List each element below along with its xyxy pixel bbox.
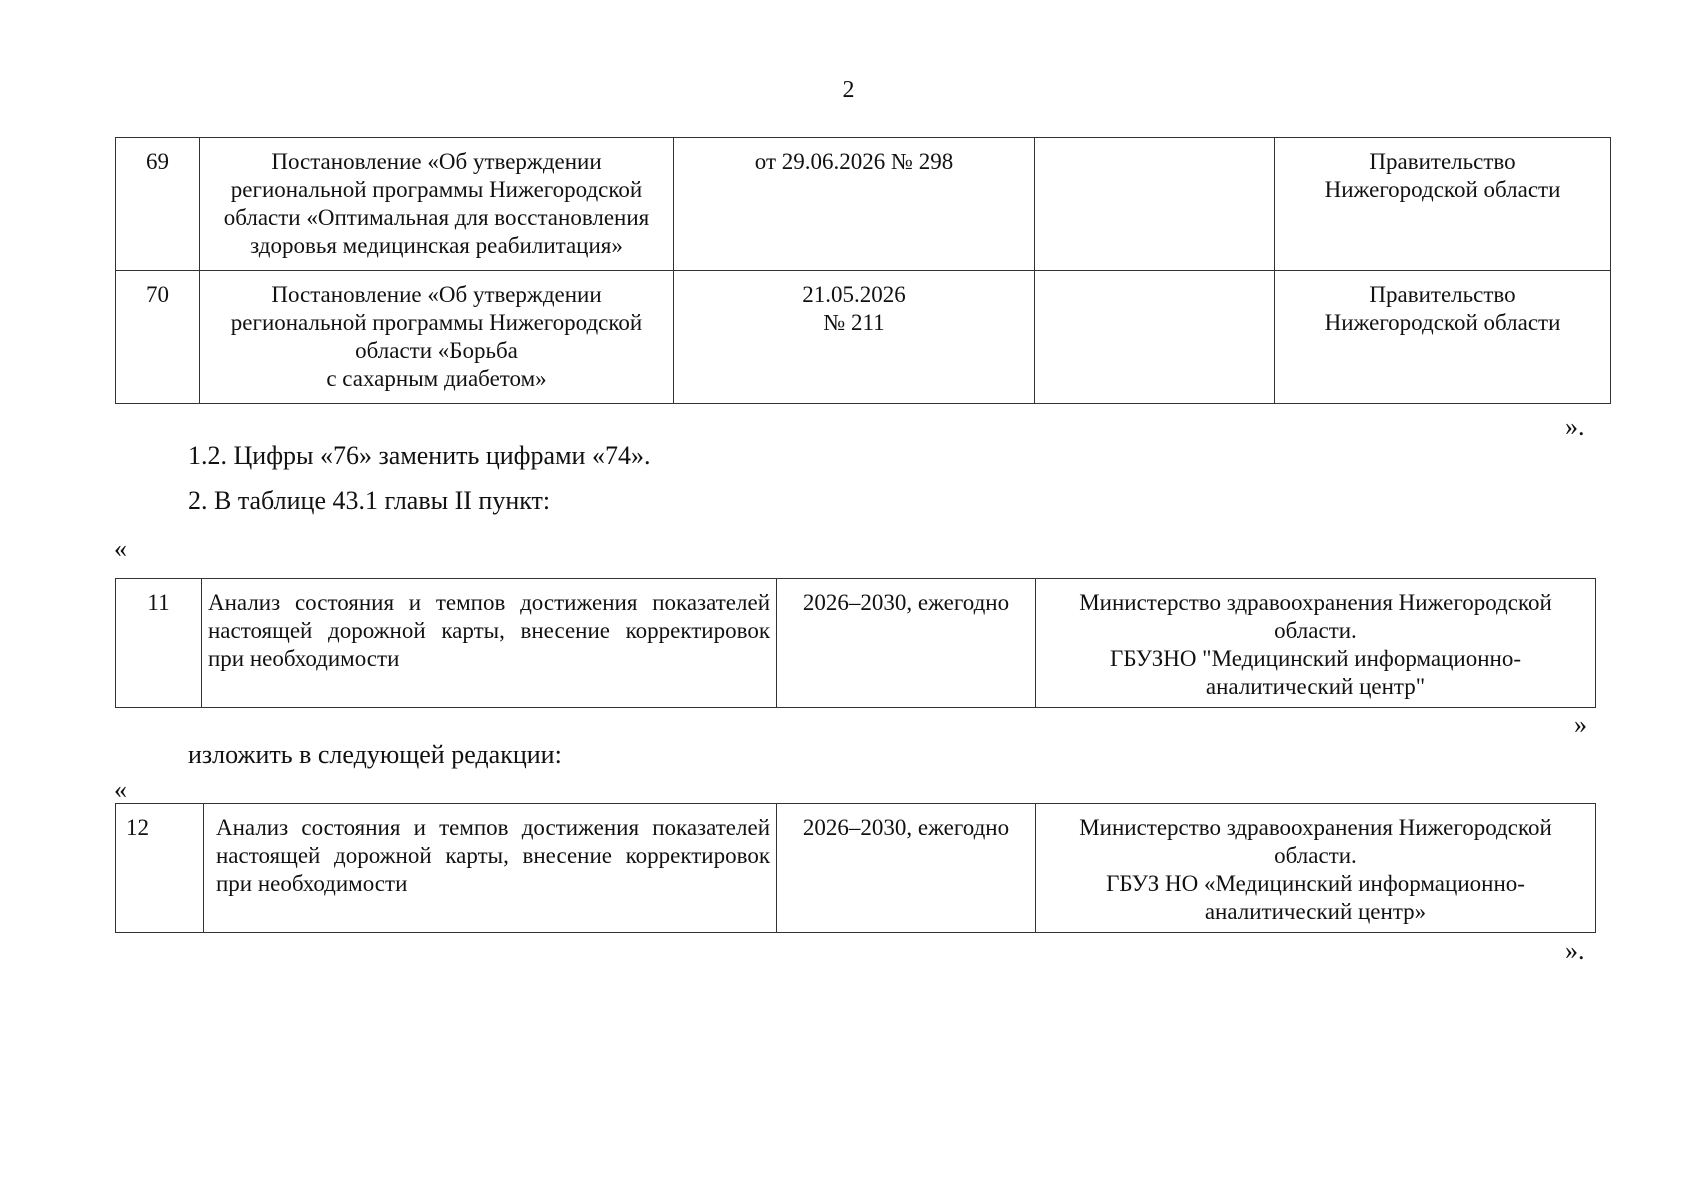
- item-description: Анализ состояния и темпов достижения показателей настоящей дорожной карты, внесение корректировок при необходимости: [204, 804, 777, 933]
- closing-quote: ».: [1565, 936, 1585, 965]
- empty-cell: [1035, 138, 1275, 271]
- item-description: Анализ состояния и темпов достижения показателей настоящей дорожной карты, внесение корректировок при необходимости: [202, 579, 777, 708]
- empty-cell: [1035, 271, 1275, 404]
- table-row: [116, 804, 1596, 933]
- row-number: 70: [116, 271, 200, 404]
- act-title: [200, 271, 674, 404]
- item-responsible: [1036, 579, 1596, 708]
- authority-line: Нижегородской области: [1324, 310, 1561, 335]
- responsible-line: Министерство здравоохранения Нижегородской: [1079, 815, 1552, 840]
- opening-quote: «: [114, 534, 127, 563]
- act-title-line: с сахарным диабетом»: [326, 366, 547, 391]
- act-title-line: Постановление «Об утверждении: [271, 149, 602, 174]
- act-title-line: региональной программы Нижегородской: [230, 310, 643, 335]
- responsible-line: ГБУЗНО "Медицинский информационно-: [1110, 646, 1521, 671]
- item-period: 2026–2030, ежегодно: [777, 579, 1036, 708]
- item-number: 11: [116, 579, 202, 708]
- act-date-line: от 29.06.2026 № 298: [754, 149, 954, 174]
- item-responsible: [1036, 804, 1596, 933]
- act-title-line: региональной программы Нижегородской: [230, 177, 643, 202]
- item-period: 2026–2030, ежегодно: [777, 804, 1036, 933]
- act-date-line: № 211: [823, 310, 885, 335]
- authority-line: Правительство: [1369, 149, 1516, 174]
- act-title-line: области «Оптимальная для восстановления: [223, 205, 650, 230]
- act-title: [200, 138, 674, 271]
- responsible-line: Министерство здравоохранения Нижегородской: [1079, 590, 1552, 615]
- responsible-line: аналитический центр»: [1204, 899, 1427, 924]
- old-item-table: [115, 578, 1596, 708]
- paragraph-2: 2. В таблице 43.1 главы II пункт:: [188, 486, 551, 515]
- row-number: 69: [116, 138, 200, 271]
- authority-line: Нижегородской области: [1324, 177, 1561, 202]
- new-item-table: [115, 803, 1596, 933]
- table-row: [116, 271, 1611, 404]
- act-date: [674, 138, 1035, 271]
- act-date-line: 21.05.2026: [802, 282, 906, 307]
- responsible-line: области.: [1274, 843, 1357, 868]
- table-row: [116, 579, 1596, 708]
- opening-quote: «: [114, 775, 127, 804]
- act-authority: [1275, 138, 1611, 271]
- responsible-line: аналитический центр": [1205, 674, 1426, 699]
- item-number: 12: [116, 804, 204, 933]
- closing-quote: »: [1574, 710, 1587, 739]
- paragraph-new-edition: изложить в следующей редакции:: [188, 740, 562, 769]
- responsible-line: области.: [1274, 618, 1357, 643]
- act-authority: [1275, 271, 1611, 404]
- act-title-line: области «Борьба: [355, 338, 518, 363]
- responsible-line: ГБУЗ НО «Медицинский информационно-: [1106, 871, 1525, 896]
- paragraph-1-2: 1.2. Цифры «76» заменить цифрами «74».: [188, 441, 651, 470]
- closing-quote: ».: [1565, 412, 1585, 441]
- page-number: 2: [842, 77, 855, 103]
- table-row: [116, 138, 1611, 271]
- act-title-line: Постановление «Об утверждении: [271, 282, 602, 307]
- authority-line: Правительство: [1369, 282, 1516, 307]
- legal-acts-table: [115, 137, 1611, 404]
- act-date: [674, 271, 1035, 404]
- act-title-line: здоровья медицинская реабилитация»: [250, 233, 623, 258]
